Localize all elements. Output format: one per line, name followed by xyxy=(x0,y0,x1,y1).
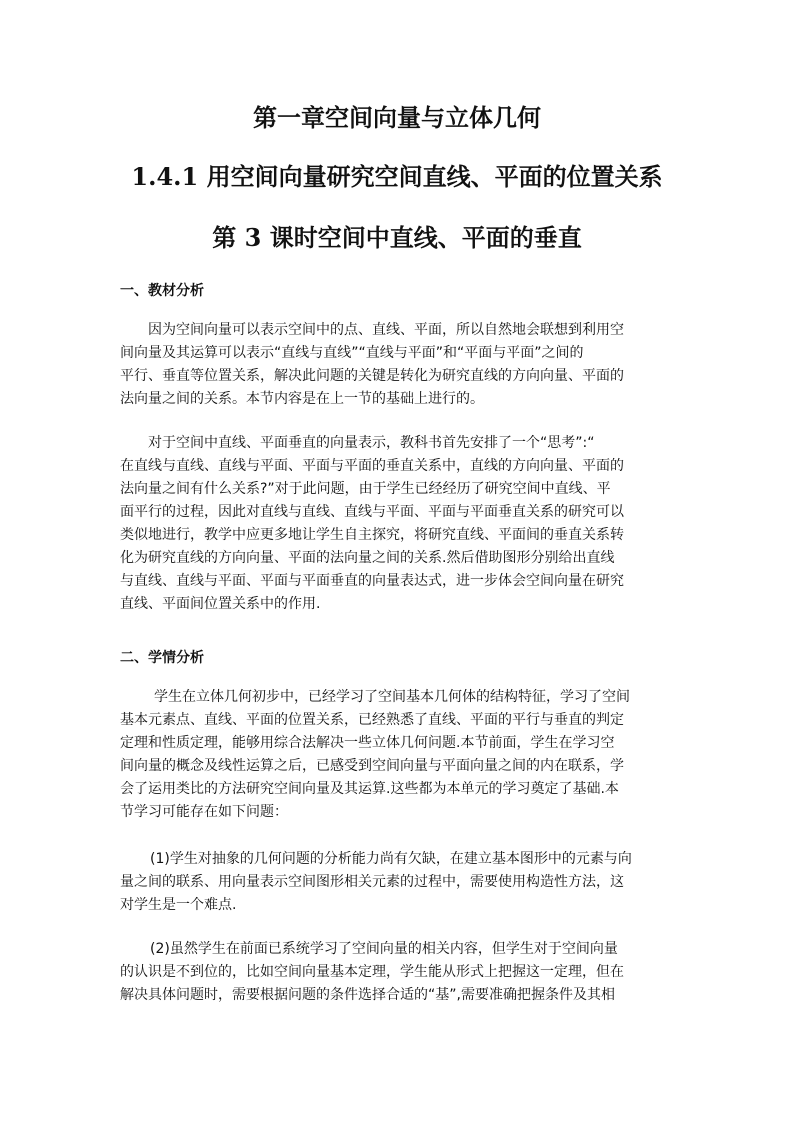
paragraph-line: (2)虽然学生在前面已系统学习了空间向量的相关内容，但学生对于空间向量 xyxy=(150,941,618,957)
paragraph-line: 的认识是不到位的，比如空间向量基本定理，学生能从形式上把握这一定理，但在 xyxy=(120,964,624,980)
paragraph-line: 节学习可能存在如下问题： xyxy=(120,804,288,820)
paragraph-line: 法向量之间的关系。本节内容是在上一节的基础上进行的。 xyxy=(120,391,484,407)
paragraph-line: 间向量的概念及线性运算之后，已感受到空间向量与平面向量之间的内在联系，学 xyxy=(120,758,624,774)
paragraph xyxy=(120,938,680,1007)
section-title: 1.4.1 用空间向量研究空间直线、平面的位置关系 xyxy=(131,162,663,191)
paragraph-line: 会了运用类比的方法研究空间向量及其运算.这些都为本单元的学习奠定了基础.本 xyxy=(120,781,619,797)
paragraph-line: 平行、垂直等位置关系，解决此问题的关键是转化为研究直线的方向向量、平面的 xyxy=(120,368,624,384)
paragraph xyxy=(120,848,680,917)
section-heading-textbook-analysis: 一、教材分析 xyxy=(120,283,204,299)
paragraph-line: 学生在立体几何初步中，已经学习了空间基本几何体的结构特征，学习了空间 xyxy=(154,689,630,705)
paragraph-line: 间向量及其运算可以表示“直线与直线”“直线与平面”和“平面与平面”之间的 xyxy=(120,345,584,361)
paragraph-line: 解决具体问题时，需要根据问题的条件选择合适的“基”,需要准确把握条件及其相 xyxy=(120,987,615,1003)
paragraph-line: 在直线与直线、直线与平面、平面与平面的垂直关系中，直线的方向向量、平面的 xyxy=(120,458,624,474)
lesson-title: 第 3 课时空间中直线、平面的垂直 xyxy=(212,223,582,252)
paragraph-line: 法向量之间有什么关系?”对于此问题，由于学生已经经历了研究空间中直线、平 xyxy=(120,481,611,497)
section-heading-student-analysis: 二、学情分析 xyxy=(120,650,204,666)
paragraph-line: 因为空间向量可以表示空间中的点、直线、平面，所以自然地会联想到利用空 xyxy=(148,322,624,338)
paragraph-line: 化为研究直线的方向向量、平面的法向量之间的关系.然后借助图形分别给出直线 xyxy=(120,550,615,566)
paragraph-line: 面平行的过程，因此对直线与直线、直线与平面、平面与平面垂直关系的研究可以 xyxy=(120,504,624,520)
paragraph xyxy=(120,432,680,616)
paragraph-line: (1)学生对抽象的几何问题的分析能力尚有欠缺，在建立基本图形中的元素与向 xyxy=(150,851,632,867)
paragraph-line: 量之间的联系、用向量表示空间图形相关元素的过程中，需要使用构造性方法，这 xyxy=(120,874,624,890)
paragraph-line: 类似地进行，教学中应更多地让学生自主探究，将研究直线、平面间的垂直关系转 xyxy=(120,527,624,543)
paragraph-line: 基本元素点、直线、平面的位置关系，已经熟悉了直线、平面的平行与垂直的判定 xyxy=(120,712,624,728)
paragraph-line: 与直线、直线与平面、平面与平面垂直的向量表达式，进一步体会空间向量在研究 xyxy=(120,573,624,589)
paragraph xyxy=(120,686,680,824)
paragraph-line: 对于空间中直线、平面垂直的向量表示，教科书首先安排了一个“思考”:“ xyxy=(148,435,595,451)
paragraph-line: 对学生是一个难点. xyxy=(120,897,237,913)
paragraph xyxy=(120,319,680,411)
chapter-title: 第一章空间向量与立体几何 xyxy=(253,103,541,132)
paragraph-line: 定理和性质定理，能够用综合法解决一些立体几何问题.本节前面，学生在学习空 xyxy=(120,735,615,751)
paragraph-line: 直线、平面间位置关系中的作用. xyxy=(120,596,321,612)
